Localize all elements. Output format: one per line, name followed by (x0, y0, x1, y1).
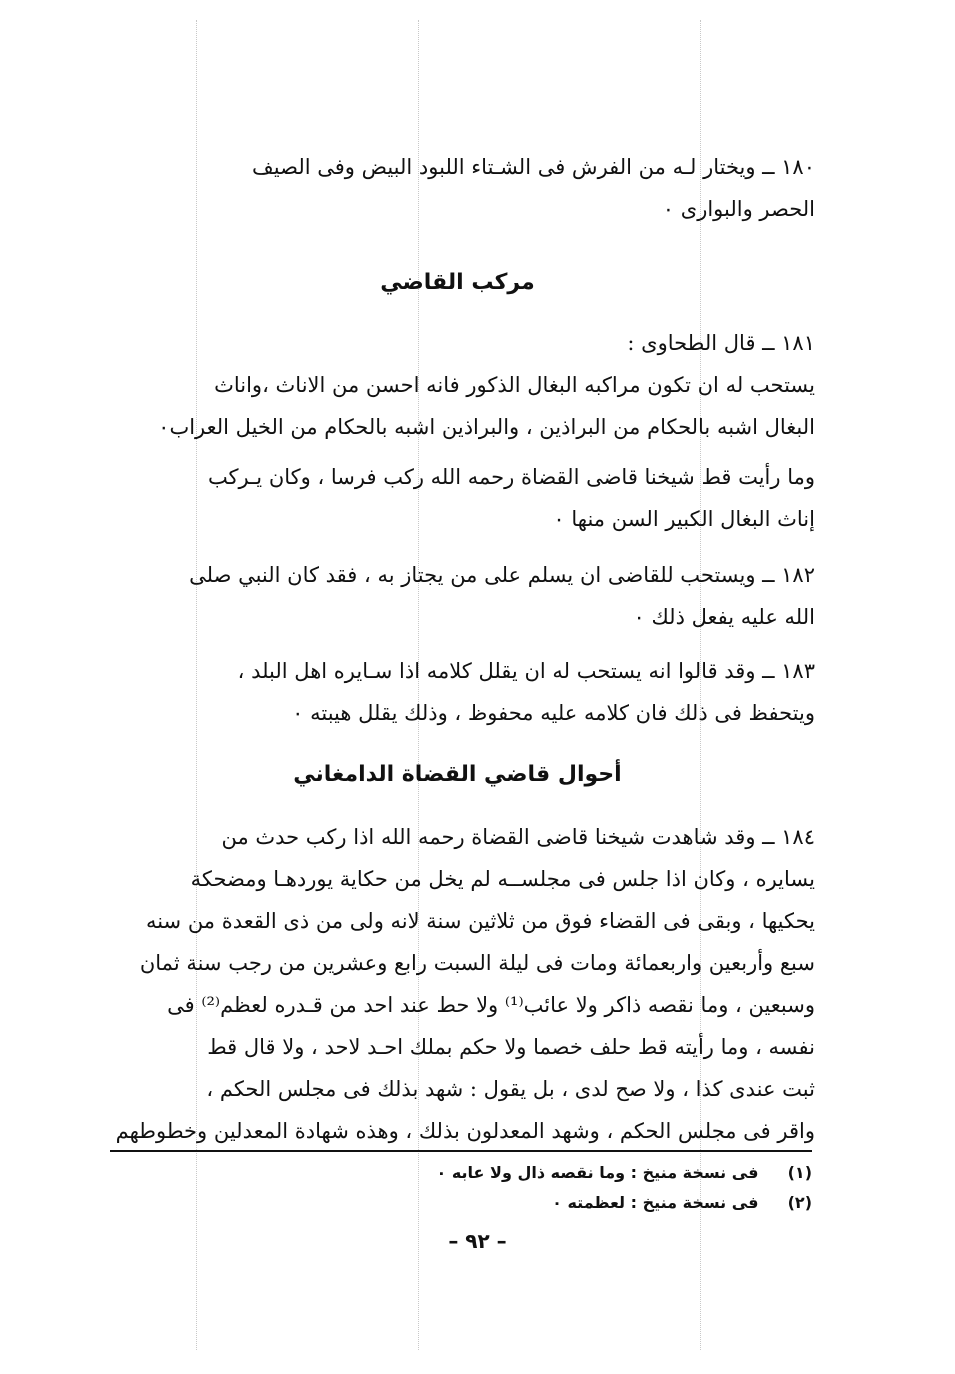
footnote-separator (110, 1150, 812, 1152)
text-line: البغال اشبه بالحكام من البراذين ، والبراذين اشبه بالحكام من الخيل العراب٠ (158, 415, 815, 439)
footnote-2 (100, 1188, 812, 1218)
text-line: وسبعين ، وما نقصه ذاكر ولا عائب⁽¹⁾ ولا حط عند احد من قـدره لعظم⁽²⁾ فى (167, 993, 815, 1017)
text-line: يستحب له ان تكون مراكبه البغال الذكور فانه احسن من الاناث ،واناث (214, 373, 815, 397)
paragraph-184 (100, 816, 815, 1152)
paragraph-182 (100, 554, 815, 638)
footnote-1 (100, 1158, 812, 1188)
paragraph-180 (100, 146, 815, 230)
footnote-text: فى نسخة منيخ : وما نقصه ذال ولا عابه ٠ (436, 1163, 759, 1182)
footnote-text: فى نسخة منيخ : لعظمته ٠ (552, 1193, 759, 1212)
text-line: سبع وأربعين واربعمائة ومات فى ليلة السبت رابع وعشرين من رجب سنة ثمان (139, 951, 815, 975)
text-line: ويتحفظ فى ذلك فان كلامه عليه محفوظ ، وذلك يقلل هيبته ٠ (292, 701, 815, 725)
text-line: نفسه ، وما رأيته قط حلف خصما ولا حكم بملك احـد لاحد ، ولا قال قط (207, 1035, 815, 1059)
paragraph-181 (100, 322, 815, 448)
page-number: – ٩٢ – (448, 1229, 507, 1253)
text-line: وما رأيت قط شيخنا قاضى القضاة رحمه الله ركب فرسا ، وكان يـركب (207, 465, 815, 489)
text-line: إناث البغال الكبير السن منها ٠ (553, 507, 815, 531)
text-line: ١٨١ ــ قال الطحاوى : (627, 331, 815, 355)
footnote-number: (٢) (787, 1193, 812, 1212)
paragraph-181-continued (100, 456, 815, 540)
text-line: ١٨٢ ــ ويستحب للقاضى ان يسلم على من يجتاز به ، فقد كان النبي صلى (189, 563, 815, 587)
text-line: ١٨٤ ــ وقد شاهدت شيخنا قاضى القضاة رحمه الله اذا ركب حدث من (221, 825, 815, 849)
text-line: ثبت عندى كذا ، ولا صح لدى ، بل يقول : شهد بذلك فى مجلس الحكم ، (206, 1077, 815, 1101)
text-line: يحكيها ، وبقى فى القضاء فوق من ثلاثين سنة لانه ولى من ذى القعدة من سنه (145, 909, 815, 933)
section-heading-judge-mount: مركب القاضي (380, 270, 535, 295)
section-heading-chief-judge-states: أحوال قاضي القضاة الدامغاني (293, 762, 622, 787)
paragraph-183 (100, 650, 815, 734)
text-line: ١٨٣ ــ وقد قالوا انه يستحب له ان يقلل كلامه اذا سـايره اهل البلد ، (237, 659, 815, 683)
text-line: يسايره ، وكان اذا جلس فى مجلســه لم يخل من حكاية يوردهـا ومضحكة (190, 867, 815, 891)
text-line: الحصر والبوارى ٠ (662, 197, 815, 221)
footnote-number: (١) (787, 1163, 812, 1182)
text-line: ١٨٠ ــ ويختار لـه من الفرش فى الشـتاء اللبود البيض وفى الصيف (252, 155, 815, 179)
text-line: الله عليه يفعل ذلك ٠ (633, 605, 815, 629)
text-line: واقر فى مجلس الحكم ، وشهد المعدلون بذلك ، وهذه شهادة المعدلين وخطوطهم (115, 1119, 815, 1143)
footnotes (100, 1158, 812, 1218)
